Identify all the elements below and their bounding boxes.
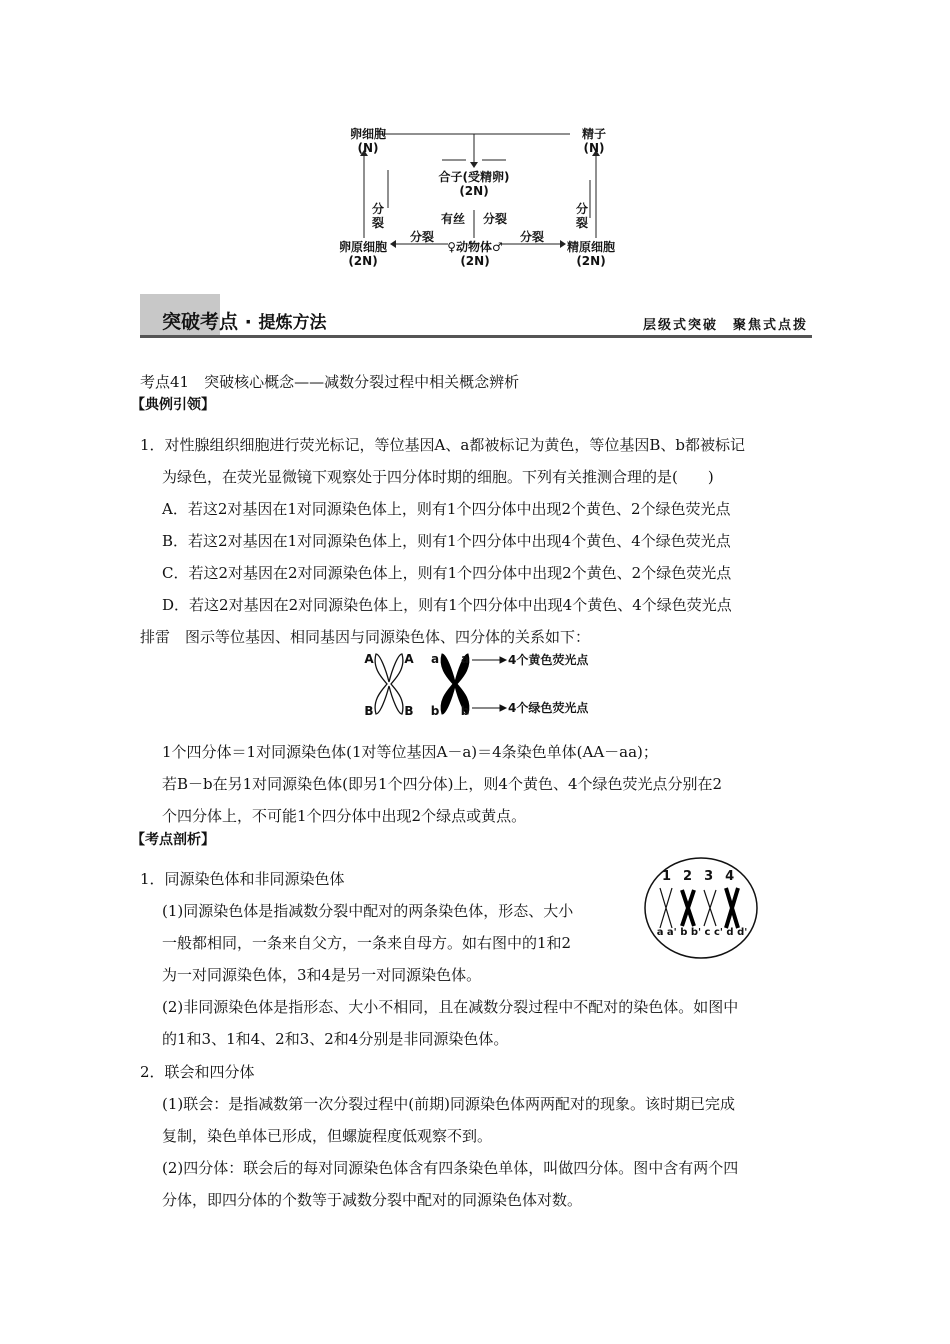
explain-line-2: 若B－b在另1对同源染色体(即另1个四分体)上，则4个黄色、4个绿色荧光点分别在2 — [162, 775, 723, 793]
chromosome-numbers: 1234 — [662, 869, 747, 884]
sperm-label: 精子 (N) — [581, 127, 606, 155]
zygote-label: 合子(受精卵) (2N) — [438, 170, 510, 198]
analysis-p2-line1: (2)非同源染色体是指形态、大小不相同，且在减数分裂过程中不配对的染色体。如图中 — [162, 998, 739, 1016]
oogonium-label: 卵原细胞 (2N) — [338, 240, 387, 268]
analysis-heading-2: 2．联会和四分体 — [140, 1063, 255, 1081]
homologous-chromosome-figure — [642, 856, 760, 960]
arrow-right-label: 分裂 — [519, 230, 544, 244]
analysis-p3-line1: (1)联会：是指减数第一次分裂过程中(前期)同源染色体两两配对的现象。该时期已完成 — [162, 1095, 735, 1113]
gene-a-right: a — [460, 652, 470, 666]
analysis-p1-line3: 为一对同源染色体，3和4是另一对同源染色体。 — [162, 966, 482, 984]
gene-b-left: b — [430, 704, 440, 718]
tag-analysis: 【考点剖析】 — [131, 832, 215, 848]
section-banner — [140, 294, 812, 338]
banner-title: 突破考点 · 提炼方法 — [162, 311, 327, 333]
gene-A-left: A — [364, 652, 374, 666]
option-a: A．若这2对基因在1对同源染色体上，则有1个四分体中出现2个黄色、2个绿色荧光点 — [162, 500, 731, 518]
left-split-label: 分 裂 — [371, 202, 384, 230]
option-b: B．若这2对基因在1对同源染色体上，则有1个四分体中出现4个黄色、4个绿色荧光点 — [162, 532, 731, 550]
animal-label: ♀动物体♂ (2N) — [447, 240, 503, 268]
analysis-heading-1: 1．同源染色体和非同源染色体 — [140, 870, 345, 888]
mitosis-label-b: 分裂 — [482, 212, 507, 226]
gene-B-left: B — [364, 704, 374, 718]
tag-example: 【典例引领】 — [131, 397, 215, 413]
question-line-2: 为绿色，在荧光显微镜下观察处于四分体时期的细胞。下列有关推测合理的是( ) — [162, 468, 714, 486]
banner-rule — [140, 335, 812, 338]
yellow-dots-label: 4个黄色荧光点 — [508, 653, 589, 667]
gene-B-right: B — [404, 704, 414, 718]
analysis-p4-line1: (2)四分体：联会后的每对同源染色体含有四条染色单体，叫做四分体。图中含有两个四 — [162, 1159, 739, 1177]
green-dots-label: 4个绿色荧光点 — [508, 701, 589, 715]
tetrad-figure — [360, 648, 600, 720]
right-split-label: 分 裂 — [575, 202, 588, 230]
option-c: C．若这2对基因在2对同源染色体上，则有1个四分体中出现2个黄色、2个绿色荧光点 — [162, 564, 732, 582]
gene-A-right: A — [404, 652, 414, 666]
allele-labels: a a' b b' c c' d d' — [656, 927, 748, 938]
question-line-1: 1．对性腺组织细胞进行荧光标记，等位基因A、a都被标记为黄色，等位基因B、b都被标记 — [140, 436, 745, 454]
gene-a-left: a — [430, 652, 440, 666]
banner-right-text: 层级式突破 聚焦式点拨 — [642, 318, 808, 333]
explain-line-3: 个四分体上，不可能1个四分体中出现2个绿点或黄点。 — [162, 807, 527, 825]
analysis-p1-line1: (1)同源染色体是指减数分裂中配对的两条染色体，形态、大小 — [162, 902, 574, 920]
section-title: 考点41 突破核心概念——减数分裂过程中相关概念辨析 — [140, 373, 520, 391]
arrow-left-label: 分裂 — [409, 230, 434, 244]
option-d: D．若这2对基因在2对同源染色体上，则有1个四分体中出现4个黄色、4个绿色荧光点 — [162, 596, 732, 614]
analysis-p3-line2: 复制，染色单体已形成，但螺旋程度低观察不到。 — [162, 1127, 493, 1145]
mitosis-label-a: 有丝 — [440, 212, 465, 226]
hint-line: 排雷 图示等位基因、相同基因与同源染色体、四分体的关系如下： — [140, 628, 591, 646]
life-cycle-diagram — [330, 120, 630, 280]
explain-line-1: 1个四分体＝1对同源染色体(1对等位基因A－a)＝4条染色单体(AA－aa)； — [162, 743, 658, 761]
analysis-p1-line2: 一般都相同，一条来自父方，一条来自母方。如右图中的1和2 — [162, 934, 572, 952]
gene-b-right: b — [460, 704, 470, 718]
spermatogonium-label: 精原细胞 (2N) — [566, 240, 615, 268]
analysis-p4-line2: 分体，即四分体的个数等于减数分裂中配对的同源染色体对数。 — [162, 1191, 583, 1209]
egg-label: 卵细胞 (N) — [349, 127, 386, 155]
analysis-p2-line2: 的1和3、1和4、2和3、2和4分别是非同源染色体。 — [162, 1030, 509, 1048]
